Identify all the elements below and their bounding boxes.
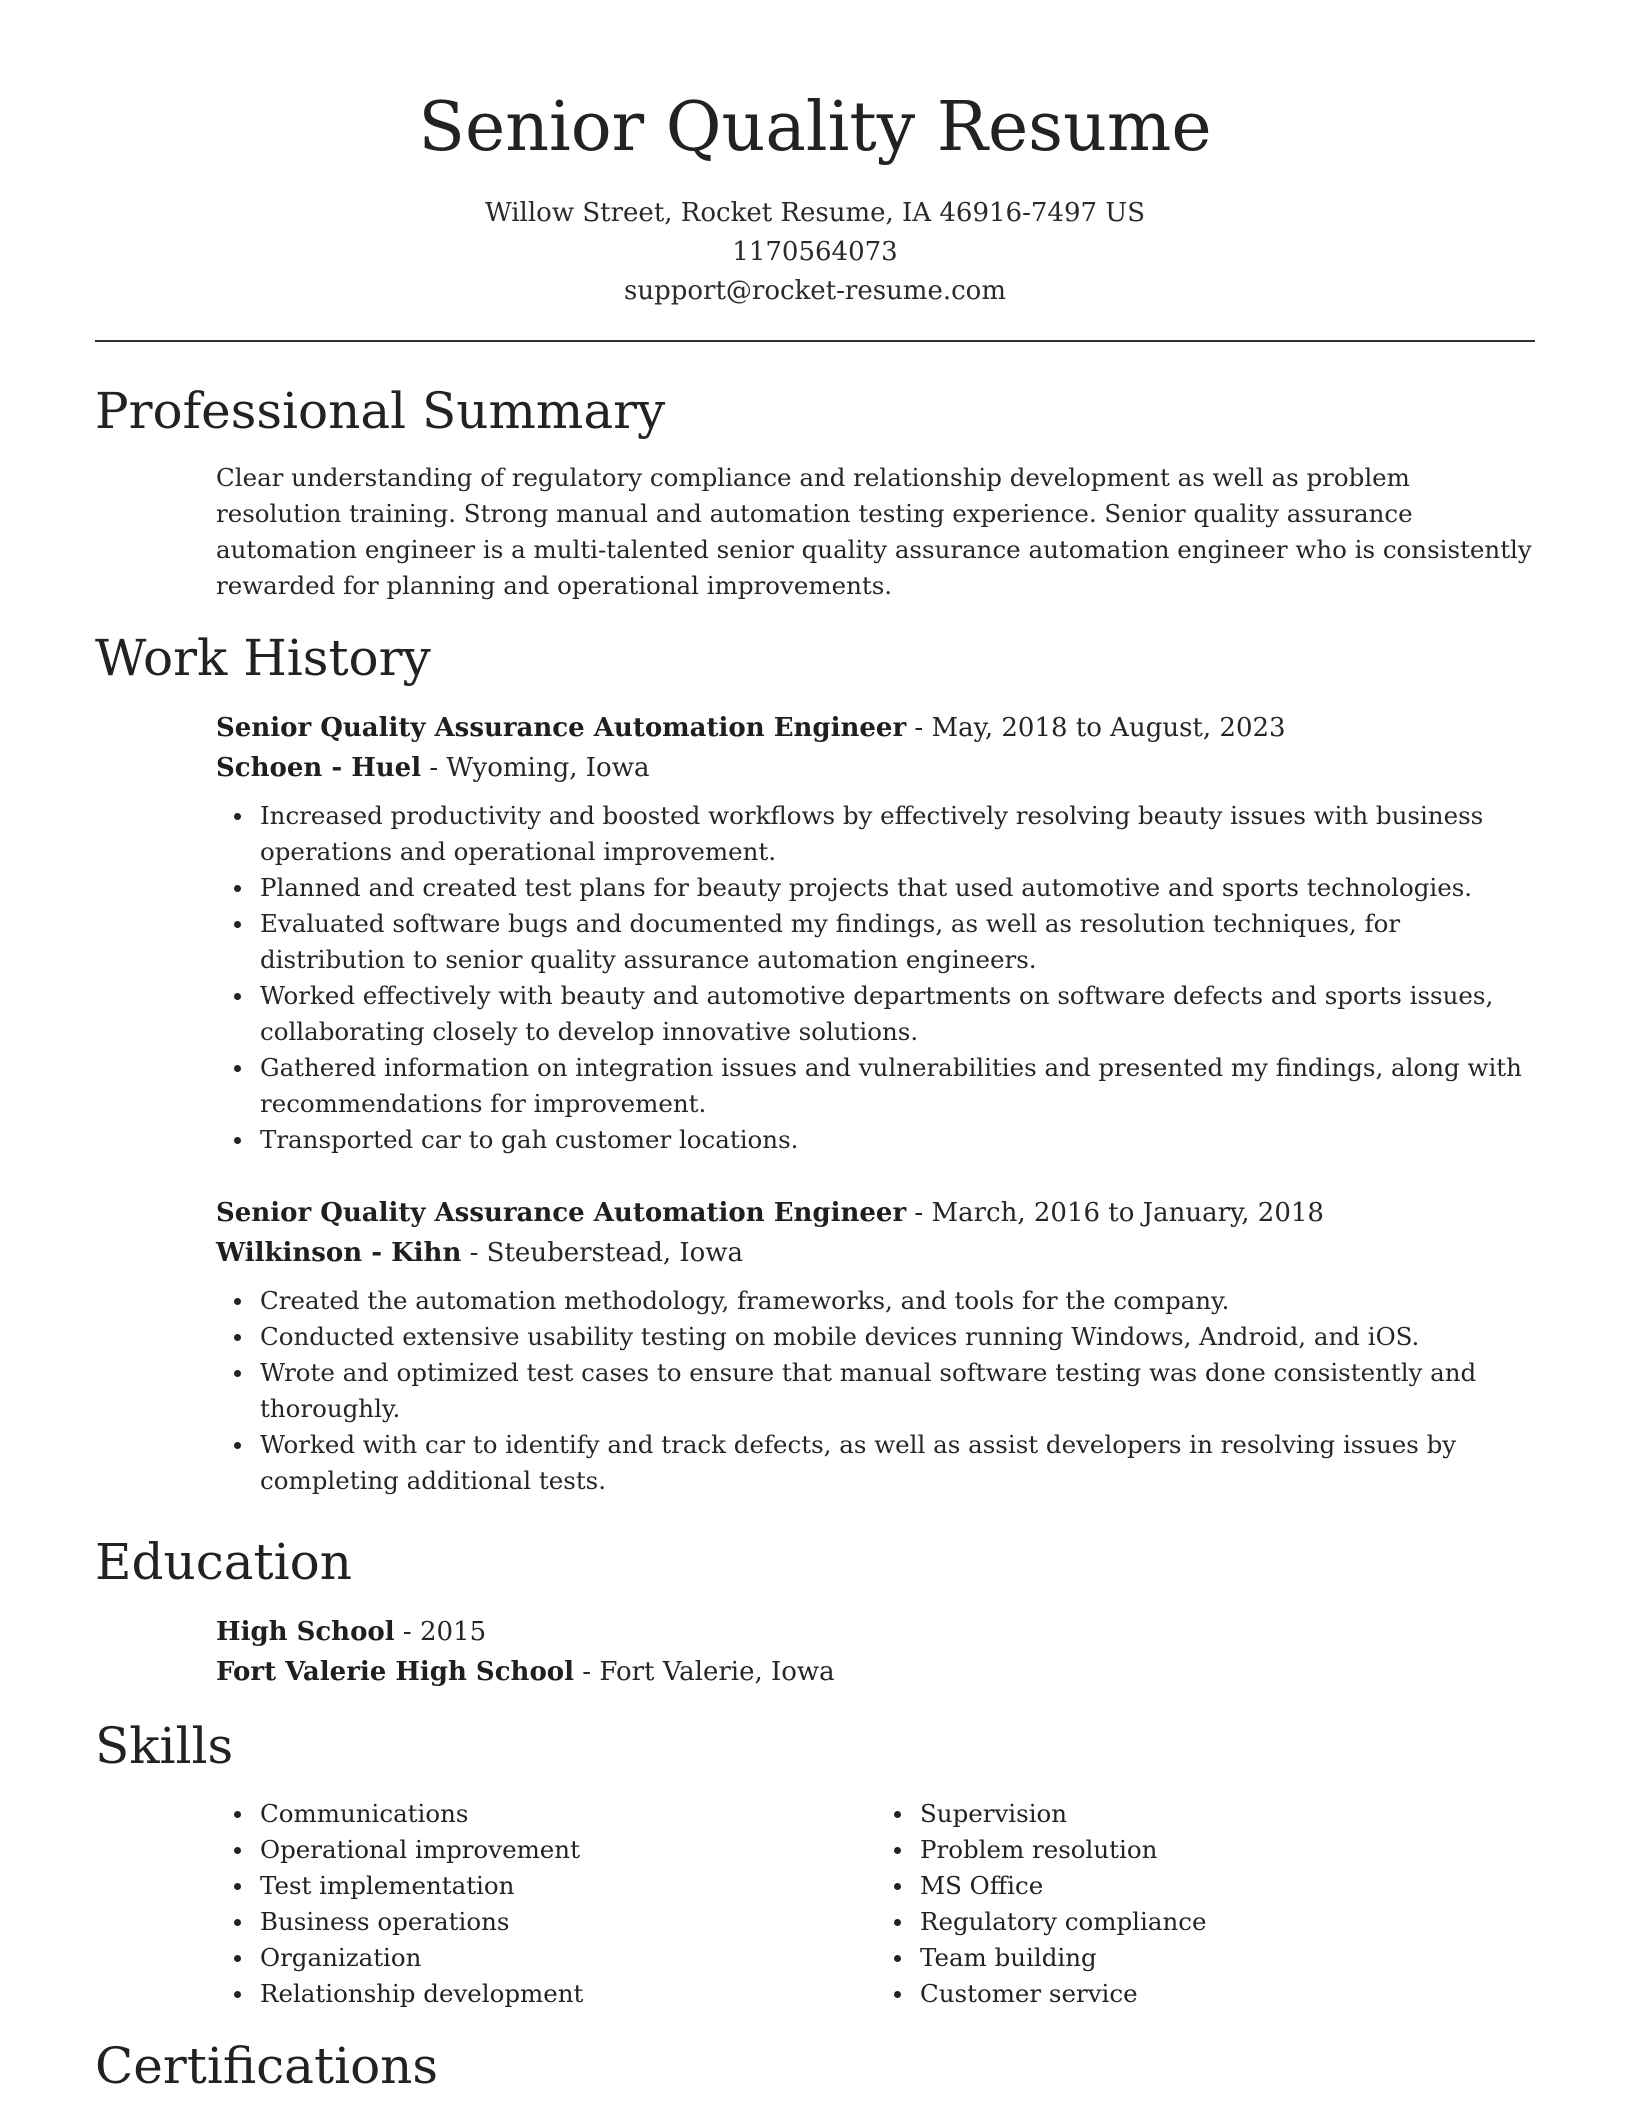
job-entry-1 xyxy=(216,708,1536,1158)
job-company: Schoen - Huel xyxy=(216,753,422,783)
list-item: Worked with car to identify and track defects, as well as assist developers in resolving issues by completing additional tests. xyxy=(260,1427,1536,1499)
summary-text: Clear understanding of regulatory compliance and relationship development as well as problem resolution training. Strong manual and automation testing experience. Senior quality assurance automation engineer is a multi-talented senior quality assurance automation engineer who is consistently rewarded for planning and operational improvements. xyxy=(216,463,1532,600)
job-company: Wilkinson - Kihn xyxy=(216,1238,462,1268)
list-item: Gathered information on integration issues and vulnerabilities and presented my findings, along with recommendations for improvement. xyxy=(260,1050,1536,1122)
education-location: - Fort Valerie, Iowa xyxy=(574,1657,835,1687)
list-item: Evaluated software bugs and documented my findings, as well as resolution techniques, for distribution to senior quality assurance automation engineers. xyxy=(260,906,1536,978)
education-degree: High School xyxy=(216,1617,395,1647)
resume-header xyxy=(95,78,1535,311)
list-item: Worked effectively with beauty and automotive departments on software defects and sports issues, collaborating closely to develop innovative solutions. xyxy=(260,978,1536,1050)
job-title-line xyxy=(216,708,1536,748)
skill-item: Regulatory compliance xyxy=(920,1904,1536,1940)
section-title-skills: Skills xyxy=(95,1717,234,1775)
job-company-line xyxy=(216,1233,1536,1273)
skill-item: Problem resolution xyxy=(920,1832,1536,1868)
list-item: Conducted extensive usability testing on mobile devices running Windows, Android, and iOS. xyxy=(260,1319,1536,1355)
skill-item: Business operations xyxy=(260,1904,876,1940)
address-text: Willow Street, Rocket Resume, IA 46916-7497 US xyxy=(484,198,1146,228)
education-entry xyxy=(216,1612,1536,1692)
education-school-line xyxy=(216,1652,1536,1692)
job-location: - Steuberstead, Iowa xyxy=(461,1238,744,1268)
education-year: - 2015 xyxy=(394,1617,487,1647)
header-divider xyxy=(95,340,1535,342)
skills-list-left xyxy=(216,1796,876,2012)
section-title-education: Education xyxy=(95,1533,352,1591)
skill-item: Test implementation xyxy=(260,1868,876,1904)
list-item: Transported car to gah customer locations. xyxy=(260,1122,1536,1158)
skills-columns xyxy=(216,1796,1536,2012)
job-entry-2 xyxy=(216,1193,1536,1499)
list-item: Planned and created test plans for beauty projects that used automotive and sports technologies. xyxy=(260,870,1536,906)
section-title-work-history: Work History xyxy=(95,629,431,687)
job-bullets xyxy=(216,1283,1536,1499)
skill-item: Customer service xyxy=(920,1976,1536,2012)
job-bullets xyxy=(216,798,1536,1158)
job-company-line xyxy=(216,748,1536,788)
skill-item: Organization xyxy=(260,1940,876,1976)
skill-item: Relationship development xyxy=(260,1976,876,2012)
skills-list-right xyxy=(876,1796,1536,2012)
job-title: Senior Quality Assurance Automation Engineer xyxy=(216,1198,907,1228)
skill-item: Team building xyxy=(920,1940,1536,1976)
job-dates: - March, 2016 to January, 2018 xyxy=(906,1198,1324,1228)
job-dates: - May, 2018 to August, 2023 xyxy=(906,713,1286,743)
skill-item: Communications xyxy=(260,1796,876,1832)
email-text: support@rocket-resume.com xyxy=(623,276,1006,306)
education-school: Fort Valerie High School xyxy=(216,1657,575,1687)
phone-text: 1170564073 xyxy=(732,237,898,267)
section-title-summary: Professional Summary xyxy=(95,382,666,440)
list-item: Wrote and optimized test cases to ensure that manual software testing was done consistently and thoroughly. xyxy=(260,1355,1536,1427)
skill-item: Operational improvement xyxy=(260,1832,876,1868)
resume-name: Senior Quality Resume xyxy=(418,88,1212,167)
job-location: - Wyoming, Iowa xyxy=(421,753,650,783)
skill-item: MS Office xyxy=(920,1868,1536,1904)
list-item: Created the automation methodology, frameworks, and tools for the company. xyxy=(260,1283,1536,1319)
skill-item: Supervision xyxy=(920,1796,1536,1832)
job-title-line xyxy=(216,1193,1536,1233)
section-title-certifications: Certifications xyxy=(95,2037,439,2095)
job-title: Senior Quality Assurance Automation Engineer xyxy=(216,713,907,743)
education-degree-line xyxy=(216,1612,1536,1652)
list-item: Increased productivity and boosted workflows by effectively resolving beauty issues with business operations and operational improvement. xyxy=(260,798,1536,870)
contact-block xyxy=(95,194,1535,311)
